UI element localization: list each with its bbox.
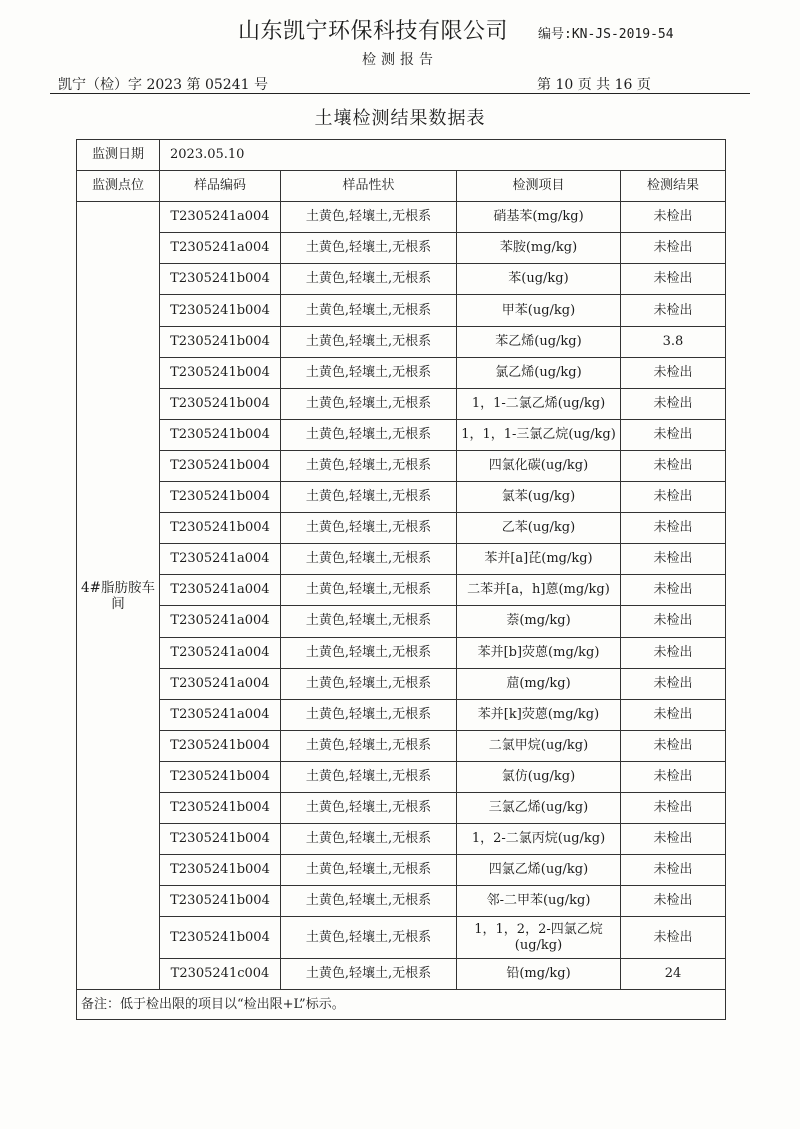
date-row — [77, 140, 726, 171]
table-row — [77, 388, 726, 419]
test-item-cell: 乙苯(ug/kg) — [457, 513, 621, 544]
test-result-cell: 未检出 — [621, 730, 726, 761]
test-result-cell: 未检出 — [621, 233, 726, 264]
test-result-cell: 3.8 — [621, 326, 726, 357]
test-item-cell: 苯并[b]荧蒽(mg/kg) — [457, 637, 621, 668]
sample-property-cell: 土黄色,轻壤土,无根系 — [281, 388, 457, 419]
document-number: 编号:KN-JS-2019-54 — [538, 27, 674, 42]
sample-property-cell: 土黄色,轻壤土,无根系 — [281, 202, 457, 233]
table-row — [77, 917, 726, 959]
test-item-cell: 萘(mg/kg) — [457, 606, 621, 637]
test-result-cell: 未检出 — [621, 668, 726, 699]
test-item-cell: 1，2-二氯丙烷(ug/kg) — [457, 824, 621, 855]
sample-property-cell: 土黄色,轻壤土,无根系 — [281, 575, 457, 606]
test-item-cell: 苯胺(mg/kg) — [457, 233, 621, 264]
header-test-result: 检测结果 — [621, 171, 726, 202]
sample-code-cell: T2305241a004 — [160, 202, 281, 233]
table-row — [77, 544, 726, 575]
test-item-cell: 二氯甲烷(ug/kg) — [457, 730, 621, 761]
sample-property-cell: 土黄色,轻壤土,无根系 — [281, 264, 457, 295]
table-row — [77, 886, 726, 917]
header-row — [77, 171, 726, 202]
sample-property-cell: 土黄色,轻壤土,无根系 — [281, 730, 457, 761]
sample-code-cell: T2305241a004 — [160, 575, 281, 606]
test-item-cell: 苯乙烯(ug/kg) — [457, 326, 621, 357]
sample-property-cell: 土黄色,轻壤土,无根系 — [281, 761, 457, 792]
test-result-cell: 未检出 — [621, 575, 726, 606]
sample-code-cell: T2305241a004 — [160, 637, 281, 668]
sample-code-cell: T2305241b004 — [160, 482, 281, 513]
sample-property-cell: 土黄色,轻壤土,无根系 — [281, 699, 457, 730]
table-row — [77, 959, 726, 990]
sample-code-cell: T2305241b004 — [160, 357, 281, 388]
test-item-cell: 四氯化碳(ug/kg) — [457, 450, 621, 481]
test-result-cell: 未检出 — [621, 388, 726, 419]
header-sample-property: 样品性状 — [281, 171, 457, 202]
test-item-cell: 苯并[k]荧蒽(mg/kg) — [457, 699, 621, 730]
table-row — [77, 357, 726, 388]
sample-code-cell: T2305241b004 — [160, 761, 281, 792]
sample-property-cell: 土黄色,轻壤土,无根系 — [281, 233, 457, 264]
table-row — [77, 295, 726, 326]
sample-property-cell: 土黄色,轻壤土,无根系 — [281, 606, 457, 637]
test-item-cell: 三氯乙烯(ug/kg) — [457, 792, 621, 823]
test-result-cell: 未检出 — [621, 792, 726, 823]
date-value: 2023.05.10 — [160, 140, 726, 171]
sample-property-cell: 土黄色,轻壤土,无根系 — [281, 959, 457, 990]
header-divider — [50, 93, 750, 94]
test-item-cell: 氯苯(ug/kg) — [457, 482, 621, 513]
test-result-cell: 未检出 — [621, 264, 726, 295]
test-result-cell: 未检出 — [621, 637, 726, 668]
test-result-cell: 未检出 — [621, 544, 726, 575]
table-row — [77, 264, 726, 295]
test-item-cell: 1，1，1-三氯乙烷(ug/kg) — [457, 419, 621, 450]
sample-property-cell: 土黄色,轻壤土,无根系 — [281, 513, 457, 544]
sample-code-cell: T2305241a004 — [160, 544, 281, 575]
sample-property-cell: 土黄色,轻壤土,无根系 — [281, 482, 457, 513]
remark-row — [77, 990, 726, 1020]
table-row — [77, 233, 726, 264]
sample-property-cell: 土黄色,轻壤土,无根系 — [281, 855, 457, 886]
test-result-cell: 未检出 — [621, 606, 726, 637]
table-row — [77, 792, 726, 823]
sample-code-cell: T2305241b004 — [160, 855, 281, 886]
table-title: 土壤检测结果数据表 — [314, 108, 486, 129]
sample-code-cell: T2305241b004 — [160, 295, 281, 326]
test-result-cell: 未检出 — [621, 824, 726, 855]
sample-code-cell: T2305241b004 — [160, 513, 281, 544]
sample-property-cell: 土黄色,轻壤土,无根系 — [281, 419, 457, 450]
results-table — [76, 139, 726, 1020]
test-result-cell: 未检出 — [621, 482, 726, 513]
test-item-cell: 䓛(mg/kg) — [457, 668, 621, 699]
sample-code-cell: T2305241b004 — [160, 917, 281, 959]
sample-code-cell: T2305241c004 — [160, 959, 281, 990]
test-result-cell: 未检出 — [621, 419, 726, 450]
sample-code-cell: T2305241a004 — [160, 668, 281, 699]
sample-property-cell: 土黄色,轻壤土,无根系 — [281, 886, 457, 917]
test-item-cell: 苯并[a]芘(mg/kg) — [457, 544, 621, 575]
test-item-cell: 四氯乙烯(ug/kg) — [457, 855, 621, 886]
sample-code-cell: T2305241a004 — [160, 233, 281, 264]
header-location: 监测点位 — [77, 171, 160, 202]
test-result-cell: 未检出 — [621, 886, 726, 917]
test-result-cell: 未检出 — [621, 513, 726, 544]
test-item-cell: 苯(ug/kg) — [457, 264, 621, 295]
test-result-cell: 未检出 — [621, 202, 726, 233]
page-info: 第 10 页 共 16 页 — [537, 77, 651, 93]
test-item-cell: 硝基苯(mg/kg) — [457, 202, 621, 233]
test-result-cell: 未检出 — [621, 450, 726, 481]
table-row — [77, 513, 726, 544]
table-row — [77, 699, 726, 730]
date-label: 监测日期 — [77, 140, 160, 171]
table-row — [77, 824, 726, 855]
sample-property-cell: 土黄色,轻壤土,无根系 — [281, 792, 457, 823]
table-row — [77, 575, 726, 606]
table-row — [77, 482, 726, 513]
sample-code-cell: T2305241b004 — [160, 419, 281, 450]
table-row — [77, 450, 726, 481]
test-result-cell: 未检出 — [621, 357, 726, 388]
report-type: 检测报告 — [362, 52, 438, 68]
sample-code-cell: T2305241b004 — [160, 886, 281, 917]
sample-code-cell: T2305241a004 — [160, 606, 281, 637]
sample-property-cell: 土黄色,轻壤土,无根系 — [281, 295, 457, 326]
table-row — [77, 202, 726, 233]
test-item-cell: 1，1，2，2-四氯乙烷(ug/kg) — [457, 917, 621, 959]
test-result-cell: 未检出 — [621, 295, 726, 326]
remark-text: 备注：低于检出限的项目以“检出限+L”标示。 — [77, 990, 726, 1020]
test-result-cell: 未检出 — [621, 917, 726, 959]
table-row — [77, 326, 726, 357]
sample-code-cell: T2305241b004 — [160, 264, 281, 295]
sample-code-cell: T2305241b004 — [160, 326, 281, 357]
test-item-cell: 铅(mg/kg) — [457, 959, 621, 990]
monitoring-location: 4#脂肪胺车间 — [77, 202, 160, 990]
sample-property-cell: 土黄色,轻壤土,无根系 — [281, 824, 457, 855]
sample-property-cell: 土黄色,轻壤土,无根系 — [281, 668, 457, 699]
sample-property-cell: 土黄色,轻壤土,无根系 — [281, 917, 457, 959]
sample-property-cell: 土黄色,轻壤土,无根系 — [281, 544, 457, 575]
test-result-cell: 未检出 — [621, 761, 726, 792]
table-row — [77, 606, 726, 637]
header-test-item: 检测项目 — [457, 171, 621, 202]
test-item-cell: 氯仿(ug/kg) — [457, 761, 621, 792]
sample-code-cell: T2305241b004 — [160, 730, 281, 761]
test-item-cell: 邻-二甲苯(ug/kg) — [457, 886, 621, 917]
table-row — [77, 855, 726, 886]
test-item-cell: 二苯并[a，h]蒽(mg/kg) — [457, 575, 621, 606]
test-item-cell: 甲苯(ug/kg) — [457, 295, 621, 326]
header-sample-code: 样品编码 — [160, 171, 281, 202]
sample-code-cell: T2305241b004 — [160, 388, 281, 419]
test-result-cell: 未检出 — [621, 855, 726, 886]
sample-property-cell: 土黄色,轻壤土,无根系 — [281, 450, 457, 481]
table-row — [77, 637, 726, 668]
sample-code-cell: T2305241b004 — [160, 824, 281, 855]
test-item-cell: 1，1-二氯乙烯(ug/kg) — [457, 388, 621, 419]
test-item-cell: 氯乙烯(ug/kg) — [457, 357, 621, 388]
report-number: 凯宁（检）字 2023 第 05241 号 — [58, 77, 268, 93]
sample-code-cell: T2305241b004 — [160, 450, 281, 481]
table-row — [77, 668, 726, 699]
table-row — [77, 730, 726, 761]
test-result-cell: 未检出 — [621, 699, 726, 730]
sample-property-cell: 土黄色,轻壤土,无根系 — [281, 357, 457, 388]
table-row — [77, 761, 726, 792]
sample-property-cell: 土黄色,轻壤土,无根系 — [281, 326, 457, 357]
sample-code-cell: T2305241a004 — [160, 699, 281, 730]
table-row — [77, 419, 726, 450]
sample-property-cell: 土黄色,轻壤土,无根系 — [281, 637, 457, 668]
test-result-cell: 24 — [621, 959, 726, 990]
sample-code-cell: T2305241b004 — [160, 792, 281, 823]
company-name: 山东凯宁环保科技有限公司 — [238, 19, 509, 44]
